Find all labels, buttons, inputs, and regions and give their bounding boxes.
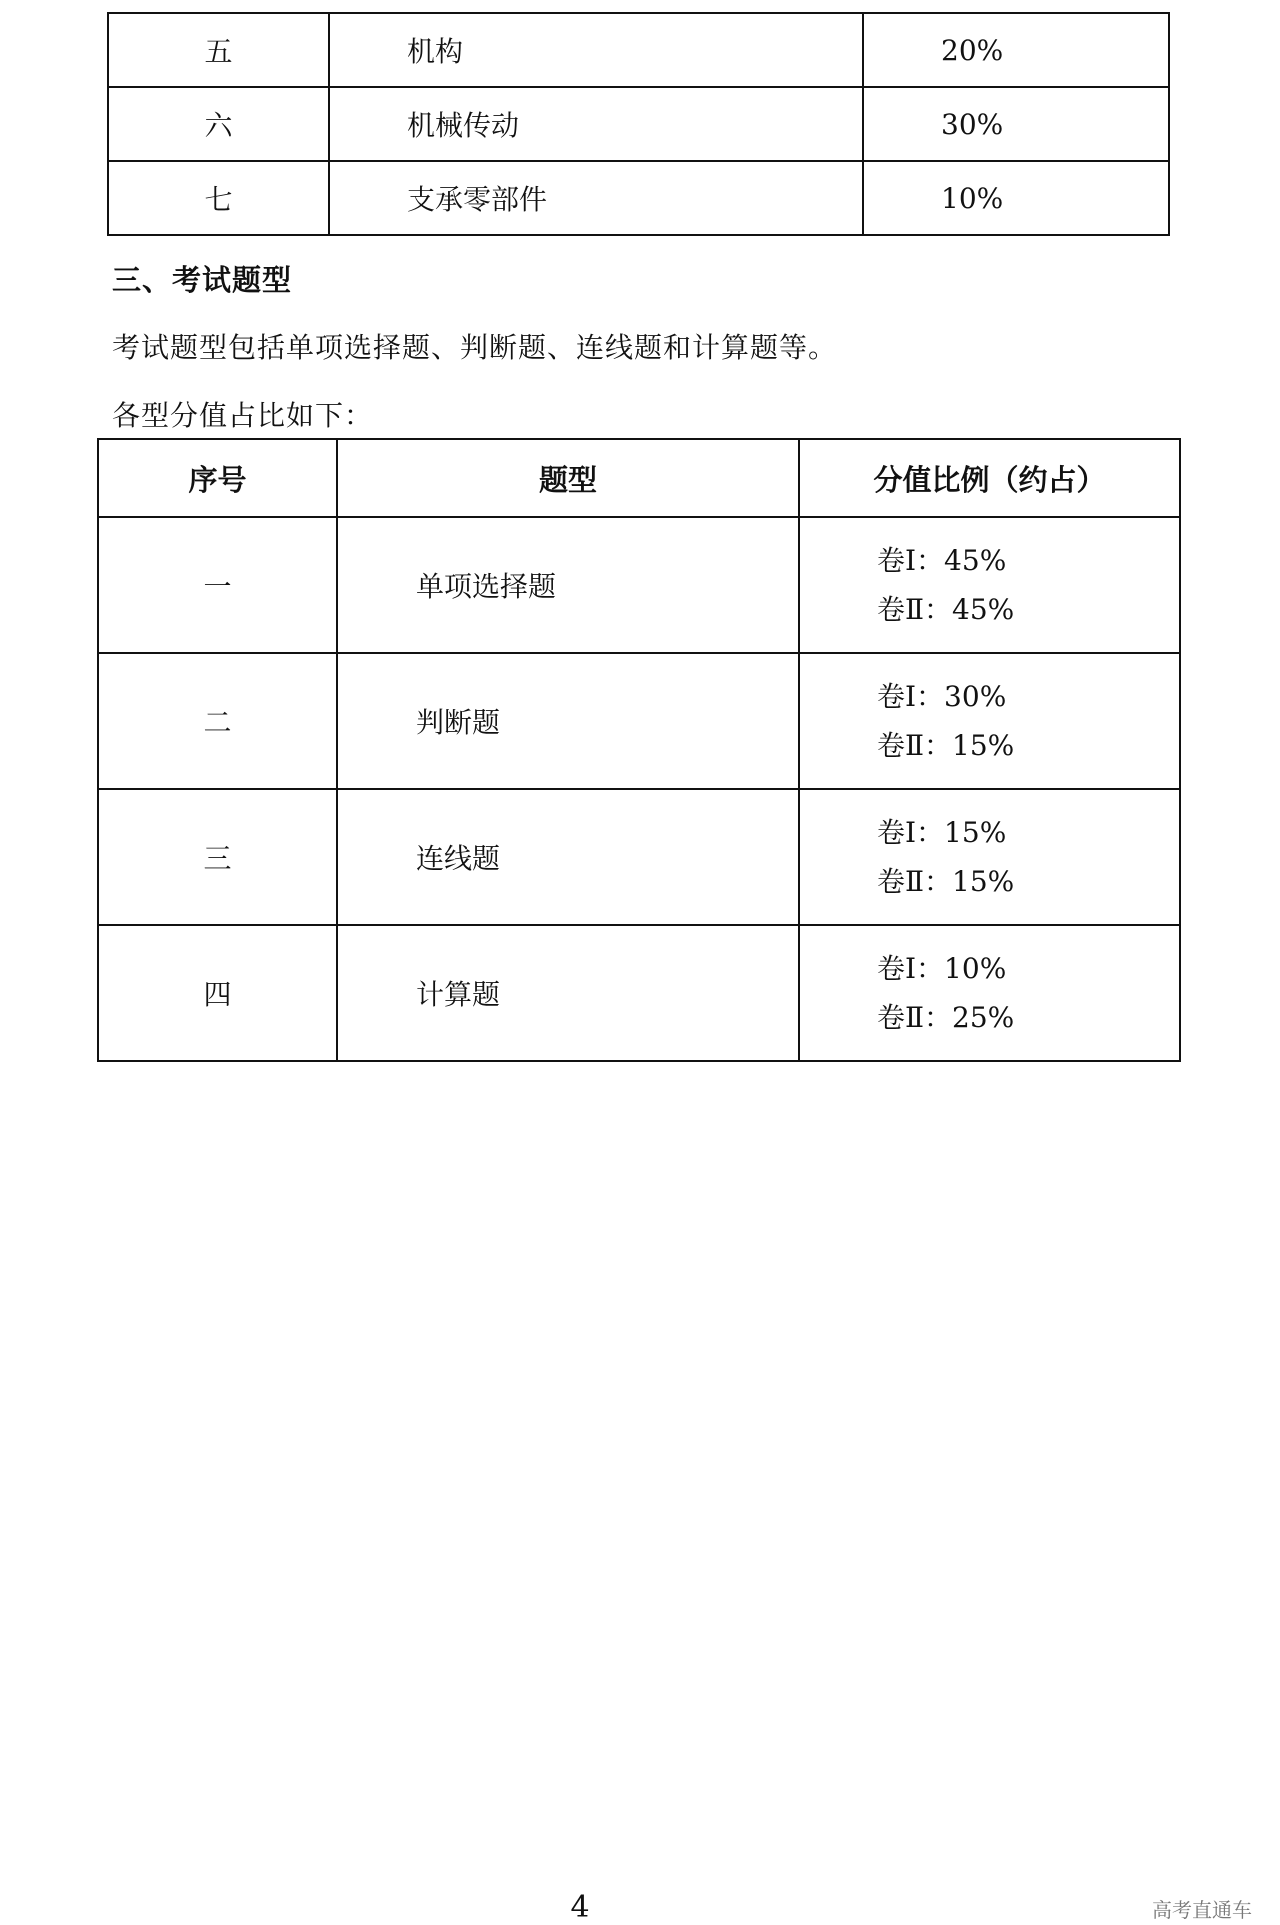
row-ratio bbox=[799, 517, 1180, 653]
paper-1-ratio: 卷Ⅰ：45% bbox=[877, 543, 1007, 577]
row-number: 一 bbox=[98, 517, 337, 653]
row-topic: 机构 bbox=[329, 13, 863, 87]
paper-1-ratio: 卷Ⅰ：10% bbox=[877, 951, 1007, 985]
row-number: 五 bbox=[108, 13, 329, 87]
row-question-type: 计算题 bbox=[337, 925, 799, 1061]
paragraph-score-intro: 各型分值占比如下： bbox=[112, 399, 374, 432]
row-topic: 支承零部件 bbox=[329, 161, 863, 235]
header-ratio: 分值比例（约占） bbox=[799, 439, 1180, 517]
paper-1-ratio: 卷Ⅰ：15% bbox=[877, 815, 1007, 849]
row-ratio bbox=[799, 653, 1180, 789]
row-weight: 10% bbox=[863, 161, 1169, 235]
table-header-row bbox=[98, 439, 1180, 517]
section-heading: 三、考试题型 bbox=[112, 263, 293, 297]
paper-1-ratio: 卷Ⅰ：30% bbox=[877, 679, 1007, 713]
row-topic: 机械传动 bbox=[329, 87, 863, 161]
row-ratio bbox=[799, 925, 1180, 1061]
table-row bbox=[108, 161, 1169, 235]
paper-2-ratio: 卷Ⅱ：25% bbox=[877, 1000, 1015, 1034]
row-ratio bbox=[799, 789, 1180, 925]
table-row bbox=[98, 653, 1180, 789]
paragraph-question-types: 考试题型包括单项选择题、判断题、连线题和计算题等。 bbox=[112, 331, 838, 364]
table-row bbox=[98, 789, 1180, 925]
table-row bbox=[108, 13, 1169, 87]
paper-2-ratio: 卷Ⅱ：15% bbox=[877, 728, 1015, 762]
paper-2-ratio: 卷Ⅱ：15% bbox=[877, 864, 1015, 898]
table-row bbox=[108, 87, 1169, 161]
header-type: 题型 bbox=[337, 439, 799, 517]
row-number: 三 bbox=[98, 789, 337, 925]
watermark-text: 高考直通车 bbox=[1152, 1898, 1252, 1922]
paper-2-ratio: 卷Ⅱ：45% bbox=[877, 592, 1015, 626]
row-weight: 30% bbox=[863, 87, 1169, 161]
table-row bbox=[98, 517, 1180, 653]
row-weight: 20% bbox=[863, 13, 1169, 87]
row-number: 七 bbox=[108, 161, 329, 235]
page-number: 4 bbox=[570, 1890, 590, 1925]
row-question-type: 单项选择题 bbox=[337, 517, 799, 653]
header-number: 序号 bbox=[98, 439, 337, 517]
row-number: 四 bbox=[98, 925, 337, 1061]
content-weight-table bbox=[107, 12, 1170, 236]
row-question-type: 判断题 bbox=[337, 653, 799, 789]
row-number: 六 bbox=[108, 87, 329, 161]
table-row bbox=[98, 925, 1180, 1061]
row-question-type: 连线题 bbox=[337, 789, 799, 925]
question-type-table bbox=[97, 438, 1181, 1062]
row-number: 二 bbox=[98, 653, 337, 789]
